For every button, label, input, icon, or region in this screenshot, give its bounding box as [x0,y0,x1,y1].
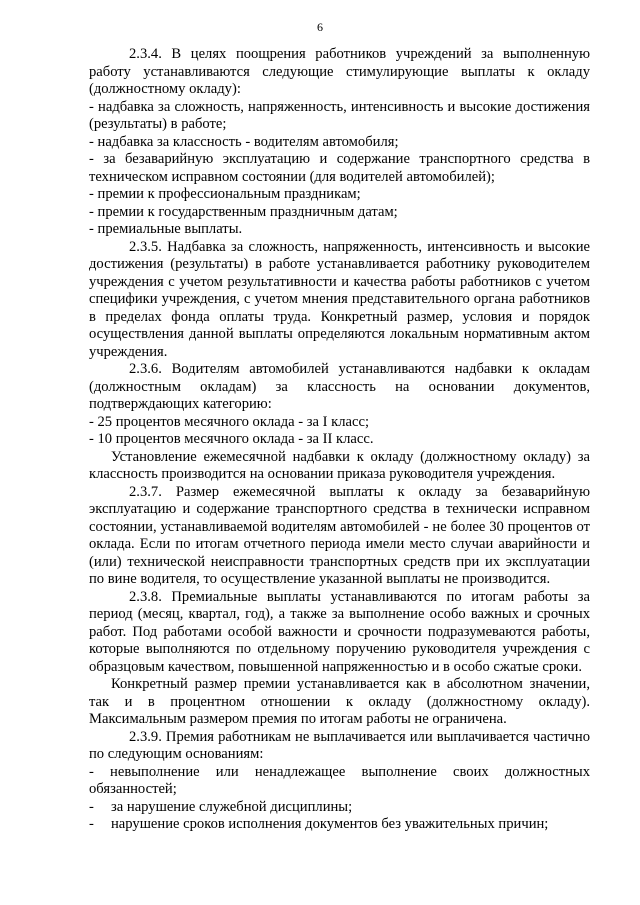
list-item [89,799,590,817]
list-item: - за безаварийную эксплуатацию и содержание транспортного средства в техническом исправном состоянии (для водителей автомобилей); [89,151,590,185]
list-item: - надбавка за сложность, напряженность, интенсивность и высокие достижения (результаты) в работе; [89,98,590,132]
page-number: 6 [317,20,323,34]
list-item: - премии к государственным праздничным датам; [89,203,398,220]
list-item-text: нарушение сроков исполнения документов без уважительных причин; [111,816,549,832]
list-dash: - [89,816,94,832]
paragraph-2-3-7: 2.3.7. Размер ежемесячной выплаты к окладу за безаварийную эксплуатацию и содержание транспортного средства в технически исправном состоянии, устанавливаемой водителям автомобилей - не более 30 процентов от оклада. Если по итогам отчетного периода имели место случаи аварийности и (или) технической неисправности транспортных средств при их эксплуатации по вине водителя, то осуществление указанной выплаты не производится. [89,483,590,587]
paragraph-2-3-4: 2.3.4. В целях поощрения работников учреждений за выполненную работу устанавливаются следующие стимулирующие выплаты к окладу (должностному окладу): [89,46,590,97]
paragraph-2-3-6-note: Установление ежемесячной надбавки к окладу (должностному окладу) за классность производится на основании приказа руководителя учреждения. [89,448,590,482]
paragraph-2-3-6: 2.3.6. Водителям автомобилей устанавливаются надбавки к окладам (должностным окладам) за классность на основании документов, подтверждающих категорию: [89,361,590,412]
list-item: - премиальные выплаты. [89,221,243,237]
list-item: - 25 процентов месячного оклада - за I класс; [89,413,370,430]
paragraph-2-3-5: 2.3.5. Надбавка за сложность, напряженность, интенсивность и высокие достижения (результаты) в работе устанавливается работнику руководителем учреждения с учетом результативности и качества работы работников с учетом специфики учреждения, с учетом мнения представительного органа работников в пределах фонда оплаты труда. Конкретный размер, условия и порядок осуществления данной выплаты определяются локальным нормативным актом учреждения. [89,238,590,360]
list-item: - 10 процентов месячного оклада - за II класс. [89,431,374,447]
list-item: - надбавка за классность - водителям автомобиля; [89,133,399,150]
paragraph-2-3-9: 2.3.9. Премия работникам не выплачивается или выплачивается частично по следующим основаниям: [89,728,590,762]
list-item [89,816,590,834]
list-item-text: за нарушение служебной дисциплины; [111,798,353,815]
paragraph-2-3-8-note: Конкретный размер премии устанавливается как в абсолютном значении, так и в процентном отношении к окладу (должностному окладу). Максимальным размером премия по итогам работы не ограничена. [89,676,590,727]
list-item: - невыполнение или ненадлежащее выполнение своих должностных обязанностей; [89,763,590,797]
list-dash: - [89,798,94,815]
paragraph-2-3-8: 2.3.8. Премиальные выплаты устанавливаются по итогам работы за период (месяц, квартал, год), а также за выполнение особо важных и срочных работ. Под работами особой важности и срочности подразумеваются работы, которые выполняются по отдельному поручению руководителя учреждения с образцовым качеством, повышенной напряженностью и в особо сжатые сроки. [89,588,590,675]
document-body [89,46,590,834]
list-item: - премии к профессиональным праздникам; [89,186,361,202]
